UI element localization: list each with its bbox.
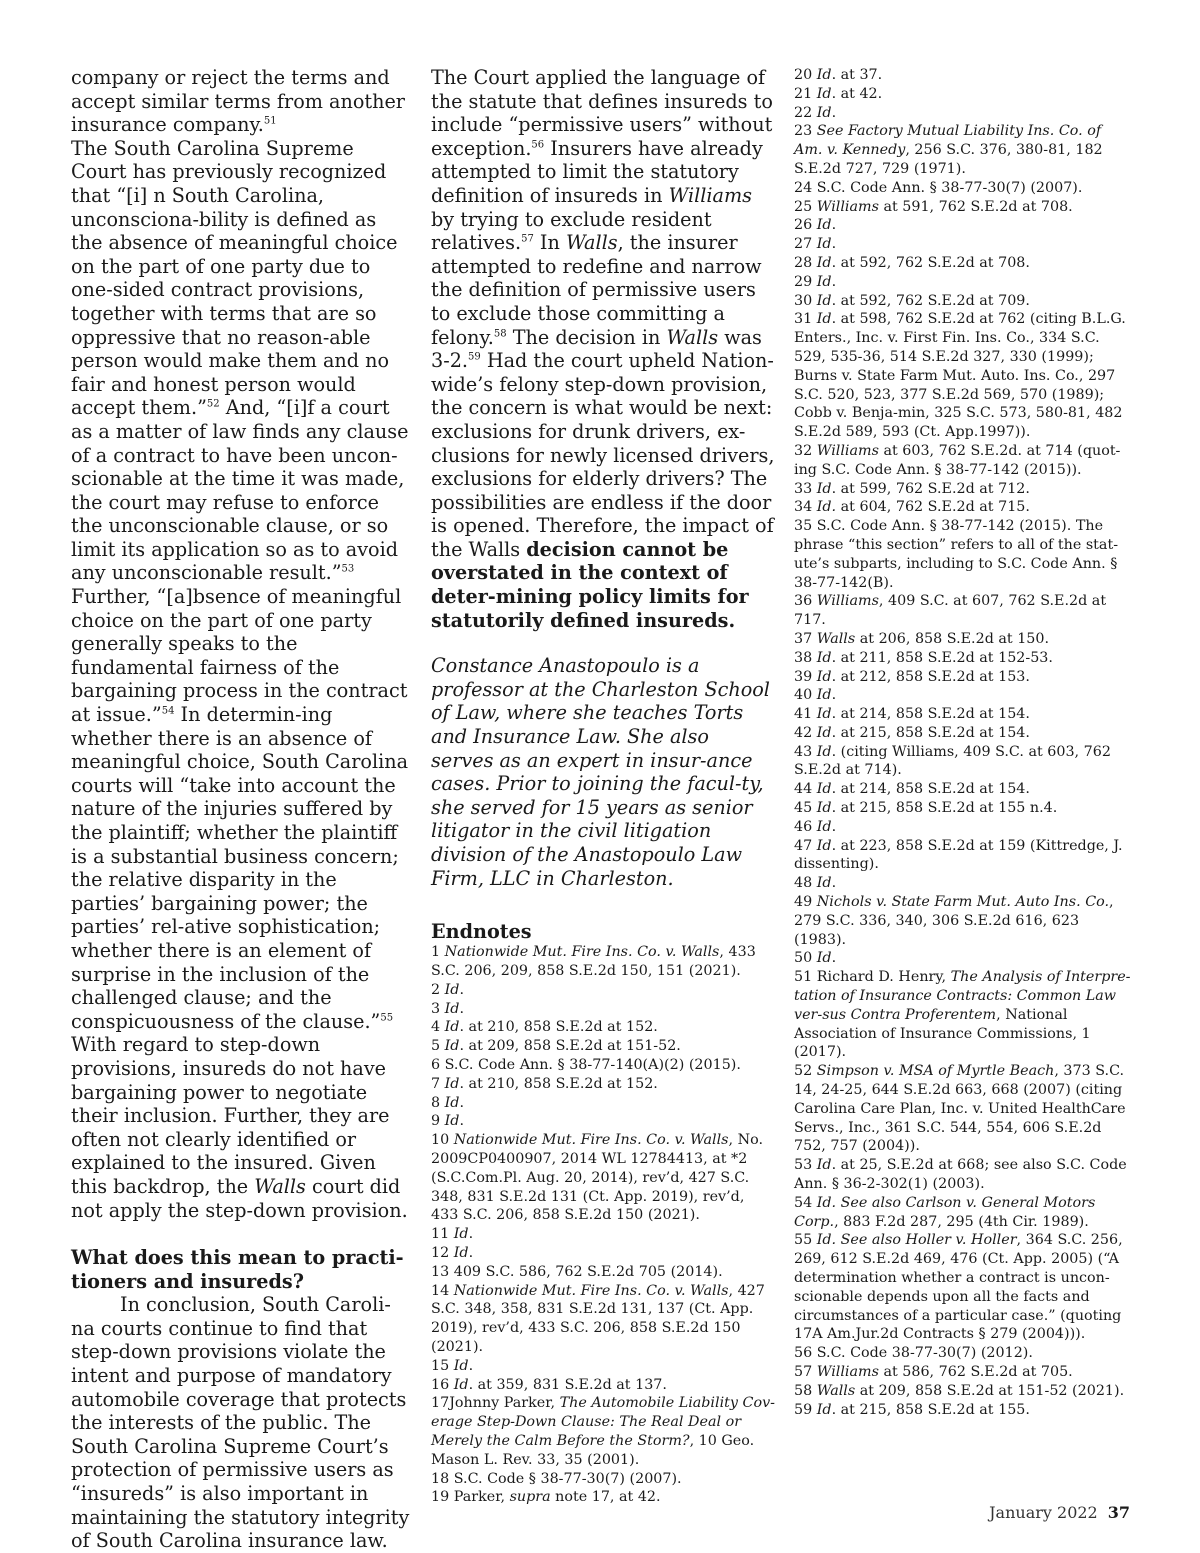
endnote-text: . at 211, 858 S.E.2d at 152-53. [831,649,1053,666]
endnote-text: 58 [794,1382,817,1399]
endnote-text: . [459,1113,465,1130]
endnote-text: . [459,1094,465,1111]
endnote-text: . at 215, 858 S.E.2d at 154. [831,724,1030,741]
endnote-citation: Id [816,273,832,290]
endnote-citation: Id [816,781,832,798]
paragraph [431,66,776,632]
endnote-citation: Walls [816,1382,856,1399]
endnote [794,254,1134,273]
endnote-citation: Id [444,1094,460,1111]
endnote-text: 21 [794,85,817,102]
endnote [794,1156,1134,1194]
endnote-text: 56 S.C. Code 38-77-30(7) (2012). [794,1345,1033,1362]
case-name: Walls [254,1174,306,1198]
endnote [794,310,1134,442]
endnote [794,968,1134,1062]
text: And, “[i]f a court as a matter of law finds any clause of a contract to have been uncon-scionable at the time it was made, the court may refuse to enforce the unconscionable clause, or so limit its application so as to avoid any unconscionable result.” [71,396,409,585]
endnote [794,235,1134,254]
paragraph [71,137,413,1222]
endnote-citation: Id [816,837,832,854]
endnote-text: , 10 Geo. Mason L. Rev. 33, 35 (2001). [431,1432,755,1468]
endnote-text: . at 592, 762 S.E.2d at 708. [831,254,1030,271]
endnote-citation: The Analysis of Interpre-tation of Insurance Contracts: Common Law ver-sus Contra Proferentem [794,969,1131,1023]
endnote-citation: Walls [816,630,856,647]
paragraph [71,66,413,137]
endnote [431,1357,776,1376]
endnote-text: 20 [794,67,817,83]
endnote-text: 16 [431,1376,454,1393]
endnote-citation: Nationwide Mut. Fire Ins. Co. v. Walls [453,1282,729,1299]
endnote-text: . at 37. [831,67,883,83]
endnote-citation: Id [816,687,832,704]
endnote-text: 19 Parker, [431,1489,510,1506]
endnote [431,1037,776,1056]
endnote-text: 3 [431,1000,445,1017]
endnote-text: . [831,950,837,967]
endnote-citation: Williams [816,442,879,459]
endnotes-list [431,943,776,1507]
endnote [431,1018,776,1037]
endnote-text: 47 [794,837,817,854]
endnote [431,1094,776,1113]
endnote-text: . at 214, 858 S.E.2d at 154. [831,706,1030,723]
endnote-citation: Id [816,743,832,760]
endnote-text: , National Association of Insurance Commissions, 1 (2017). [794,1006,1091,1061]
endnote-text: 57 [794,1363,817,1380]
endnote-citation: Id [816,1401,832,1418]
endnote [794,1231,1134,1344]
case-name: Williams [668,183,753,207]
endnote [431,1131,776,1225]
endnote-text: 9 [431,1113,445,1130]
endnote-citation: Id [453,1357,469,1374]
endnote [794,1382,1134,1401]
endnote [794,837,1134,875]
endnote-text: 53 [794,1157,817,1174]
endnote-text: , No. 2009CP0400907, 2014 WL 12784413, at *2 (S.C.Com.Pl. Aug. 20, 2014), rev’d, 427 S.C. 348, 831 S.E.2d 131 (Ct. App. 2019), rev’d, 433 S.C. 206, 858 S.E.2d 150 (2021). [431,1132,763,1224]
text: The South Carolina Supreme Court has previously recognized that “[i] n South Carolina, unconsciona-bility is defined as the absence of meaningful choice on the part of one party due to one-sided contract provisions, together with terms that are so oppressive that no reason-able person would make them and no fair and honest person would accept them.” [71,136,398,420]
footnote-ref: 54 [161,705,175,717]
endnote-citation: Nichols v. State Farm Mut. Auto Ins. Co. [816,894,1110,911]
endnote [794,66,1134,85]
endnote-citation: Id [816,950,832,967]
endnote-text: 24 S.C. Code Ann. § 38-77-30(7) (2007). [794,179,1083,196]
endnote-citation: Williams [816,198,879,215]
endnote-text: 44 [794,781,817,798]
endnote [794,442,1134,480]
endnote [794,1194,1134,1232]
text: court did not apply the step-down provision. [71,1174,408,1222]
endnote [794,1344,1134,1363]
endnote-citation: Id [816,480,832,497]
endnote-text: 34 [794,499,817,516]
endnote-citation: Nationwide Mut. Fire Ins. Co. v. Walls [444,944,720,961]
endnote-text: 2 [431,981,445,998]
endnote [794,649,1134,668]
bold-text: decision cannot be overstated in the context of deter-mining policy limits for statutorily defined insureds. [431,537,749,632]
endnote-citation: Id [816,875,832,892]
endnote-text: , 279 S.C. 336, 340, 306 S.E.2d 616, 623 (1983). [794,894,1114,948]
text: Further, “[a]bsence of meaningful choice on the part of one party generally speaks to the fundamental fairness of the bargaining process in the contract at issue.” [71,585,408,727]
endnote-citation: See Factory Mutual Liability Ins. Co. of Am. v. Kennedy [794,123,1102,159]
endnote-text: 40 [794,687,817,704]
endnote [794,630,1134,649]
endnote [431,1244,776,1263]
endnote-text: , 883 F.2d 287, 295 (4th Cir. 1989). [834,1213,1089,1230]
endnote-text: 41 [794,706,817,723]
endnote-text: 27 [794,236,817,253]
text: Had the court upheld Nation-wide’s felony step-down provision, the concern is what would be next: exclusions for drunk drivers, ex-clusions for newly licensed drivers, exclusions for elderly drivers? The possibilities are endless if the door is opened. Therefore, the impact of the Walls [431,349,775,561]
endnotes-heading: Endnotes [431,920,532,944]
endnote-text: . at 214, 858 S.E.2d at 154. [831,781,1030,798]
endnote-text: . [468,1357,474,1374]
endnote [431,1075,776,1094]
endnote [794,1363,1134,1382]
endnote-text: 51 Richard D. Henry, [794,969,951,986]
page-number: 37 [1107,1503,1130,1522]
endnote-citation: The Automobile Liability Cov-erage Step-Down Clause: The Real Deal or Merely the Calm Before the Storm? [431,1395,775,1449]
endnote-text: , 433 S.C. 206, 209, 858 S.E.2d 150, 151 (2021). [431,944,756,979]
endnote [794,498,1134,517]
endnote [431,1282,776,1357]
footnote-ref: 53 [341,564,355,576]
endnote-citation: Id [816,706,832,723]
endnote [794,668,1134,687]
footnote-ref: 56 [531,139,545,151]
text: was 3-2. [431,325,762,373]
endnote-text: . at 215, 858 S.E.2d at 155. [831,1401,1030,1418]
endnote-text: , 364 S.C. 256, 269, 612 S.E.2d 469, 476 (Ct. App. 2005) (“A determination whether a contract is uncon-scionable depends upon all the facts and circumstances of a particular case.” (quoting 17A Am.Jur.2d Contracts § 279 (2004))). [794,1232,1123,1343]
text: company or reject the terms and accept similar terms from another insurance company. [71,66,405,137]
endnote [794,949,1134,968]
endnote-text: at 586, 762 S.E.2d at 705. [878,1363,1073,1380]
endnote [794,780,1134,799]
endnote-text: 30 [794,292,817,309]
endnote-text: . at 223, 858 S.E.2d at 159 (Kittredge, J. dissenting). [794,837,1123,873]
endnote-text: 48 [794,875,817,892]
endnote [431,1394,776,1469]
endnote-text: 6 S.C. Code Ann. § 38-77-140(A)(2) (2015). [431,1056,741,1073]
endnote-text: . at 359, 831 S.E.2d at 137. [468,1376,667,1393]
endnote [794,122,1134,178]
endnote-text: at 604, 762 S.E.2d at 715. [836,499,1030,516]
endnote-text: . [831,236,837,253]
endnote-text: 18 S.C. Code § 38-77-30(7) (2007). [431,1470,682,1487]
endnote [794,686,1134,705]
endnote-text: , 409 S.C. at 607, 762 S.E.2d at 717. [794,593,1107,629]
endnote [794,705,1134,724]
endnote-text: 28 [794,254,817,271]
endnote [431,981,776,1000]
endnote [794,179,1134,198]
endnote-text: 42 [794,724,817,741]
footnote-ref: 55 [380,1012,394,1024]
endnote [794,216,1134,235]
endnote-text: 33 [794,480,817,497]
endnote [794,104,1134,123]
case-name: Walls [666,325,719,349]
endnote [431,1263,776,1282]
endnote-text: . [831,875,837,892]
text: The decision in [506,325,667,349]
endnote-text: 52 [794,1063,817,1080]
endnote [794,724,1134,743]
article-column-3 [794,66,1134,1419]
page-footer [989,1503,1130,1522]
endnote-citation: Id [816,1157,832,1174]
endnote-citation: Id [444,981,460,998]
endnote-citation: Id [453,1244,469,1261]
endnote [794,818,1134,837]
footnote-ref: 58 [493,328,507,340]
endnote-text: , 427 S.C. 348, 358, 831 S.E.2d 131, 137 (Ct. App. 2019), rev’d, 433 S.C. 206, 858 S.E.2d 150 (2021). [431,1282,765,1355]
endnote-citation: Williams [816,593,879,610]
endnote-citation: Id [444,1038,460,1055]
text: by trying to exclude resident relatives. [431,207,712,255]
endnote-citation: Id [453,1226,469,1243]
endnote-text: 46 [794,818,817,835]
endnote-text: at 591, 762 S.E.2d at 708. [878,198,1073,215]
endnote-text: 12 [431,1244,454,1261]
endnote [794,480,1134,499]
endnote-citation: Nationwide Mut. Fire Ins. Co. v. Walls [453,1132,729,1149]
endnote [794,592,1134,630]
endnote [794,874,1134,893]
endnote [794,743,1134,781]
endnote-text: 23 [794,123,817,140]
text: The Court applied the language of the statute that defines insureds to include “permissive users” without exception. [431,66,773,160]
endnote-citation: Id [816,724,832,741]
case-name: Walls [565,231,618,255]
endnote [431,1056,776,1075]
endnote-text: . at 212, 858 S.E.2d at 153. [831,668,1030,685]
endnote [431,943,776,981]
endnote-text: 5 [431,1038,445,1055]
endnote-text: . [459,1000,465,1017]
endnote-citation: Id [816,217,832,234]
endnote-text: . at 42. [831,85,883,102]
endnote-text: at 209, 858 S.E.2d at 151-52 (2021). [855,1382,1125,1399]
endnote [794,1401,1134,1420]
endnote [794,799,1134,818]
endnote-citation: Id. See also Holler v. Holler [816,1232,1017,1249]
endnote-text: 4 [431,1019,445,1036]
endnote-text: . at 209, 858 S.E.2d at 151-52. [459,1038,681,1055]
endnote-citation: supra [509,1489,551,1506]
endnote-text: 25 [794,198,817,215]
endnote-text: at 603, 762 S.E.2d. at 714 (quot-ing S.C. Code Ann. § 38-77-142 (2015)). [794,442,1121,478]
endnote-text: . [831,687,837,704]
endnote-text: 14 [431,1282,454,1299]
footnote-ref: 52 [206,398,220,410]
endnote-text: note 17, at 42. [550,1489,661,1506]
endnote-text: 38 [794,649,817,666]
endnote-text: 50 [794,950,817,967]
text: Insurers have already attempted to limit the statutory definition of insureds in [431,136,763,207]
endnote-text: . [831,273,837,290]
endnote-text: 17Johnny Parker, [431,1395,560,1412]
endnote-text: 22 [794,104,817,121]
endnote [431,1488,776,1507]
issue-date: January 2022 [989,1503,1098,1522]
article-column-1 [71,66,413,1553]
text: , the insurer attempted to redefine and narrow the definition of permissive users to exclude those committing a felony. [431,231,762,349]
endnote-text: 59 [794,1401,817,1418]
endnote-text: . [459,981,465,998]
endnote-citation: Id [816,254,832,271]
endnote-citation: Id [816,818,832,835]
endnotes-list [794,66,1134,1419]
endnote-text: 36 [794,593,817,610]
text: In determin-ing whether there is an absence of meaningful choice, South Carolina courts will “take into account the nature of the injuries suffered by the plaintiff; whether the plaintiff is a substantial business concern; the relative disparity in the parties’ bargaining power; the parties’ rel-ative sophistication; whether there is an element of surprise in the inclusion of the challenged clause; and the conspicuousness of the clause.” [71,703,409,1033]
endnote-text: 26 [794,217,817,234]
endnote-citation: Id [816,85,832,102]
endnote-text: 32 [794,442,817,459]
endnote-text: 10 [431,1132,454,1149]
endnote-citation: Id [444,1000,460,1017]
endnote-text: . at 210, 858 S.E.2d at 152. [459,1075,658,1092]
endnote [431,1225,776,1244]
endnote-text: 31 [794,311,817,328]
text: With regard to step-down provisions, insureds do not have bargaining power to negotiate their inclusion. Further, they are often not clearly identified or explained to the insured. Given this backdrop, the [71,1033,390,1198]
endnote-text: 37 [794,630,817,647]
footnote-ref: 59 [468,351,481,363]
endnote-text: 43 [794,743,817,760]
endnote [431,1470,776,1489]
endnote-text: at 206, 858 S.E.2d at 150. [855,630,1050,647]
endnote-text: 1 [431,944,445,961]
endnote-text: , 256 S.C. 376, 380-81, 182 S.E.2d 727, 729 (1971). [794,142,1103,177]
endnote-text: 15 [431,1357,454,1374]
endnote-text: . at 215, 858 S.E.2d at 155 n.4. [831,800,1058,817]
endnote-text: 11 [431,1226,454,1243]
footnote-ref: 57 [521,233,534,245]
endnote-citation: Id [816,292,832,309]
endnote [794,85,1134,104]
endnote-citation: Simpson v. MSA of Myrtle Beach [816,1063,1055,1080]
endnote [431,1112,776,1131]
endnote [431,1000,776,1019]
endnote-text: 13 409 S.C. 586, 762 S.E.2d 705 (2014). [431,1263,723,1280]
endnote [794,1062,1134,1156]
endnote-citation: Id [453,1376,469,1393]
endnote [794,273,1134,292]
endnote-text: 49 [794,894,817,911]
endnote-citation: Id [816,311,832,328]
endnote-text: 39 [794,668,817,685]
article-column-2 [431,66,776,1507]
endnote-text: . [831,818,837,835]
endnote-text: 55 [794,1232,817,1249]
endnote-text: . at 25, S.E.2d at 668; see also S.C. Code Ann. § 36-2-302(1) (2003). [794,1157,1127,1193]
endnote-text: . [831,104,837,121]
paragraph: In conclusion, South Caroli-na courts continue to find that step-down provisions violate the intent and purpose of mandatory automobile coverage that protects the interests of the public. The South Carolina Supreme Court’s protection of permissive users as “insureds” is also important in maintaining the statutory integrity of South Carolina insurance law. [71,1293,410,1553]
endnote [794,517,1134,592]
endnote-text: . at 210, 858 S.E.2d at 152. [459,1019,658,1036]
author-bio: Constance Anastopoulo is a professor at the Charleston School of Law, where she teaches Torts and Insurance Law. She also serves as an expert in insur-ance cases. Prior to joining the facul-ty, she served for 15 years as senior litigator in the civil litigation division of the Anastopoulo Law Firm, LLC in Charleston. [431,654,770,890]
endnote-citation: Id. [816,499,837,516]
endnote-citation: Williams [816,1363,879,1380]
endnote-citation: Id [444,1075,460,1092]
endnote-citation: Id [816,67,832,83]
endnote-text: . [831,217,837,234]
endnote-text: . [468,1244,474,1261]
endnote-citation: Id [816,236,832,253]
endnote-citation: Id [816,800,832,817]
endnote-text: . at 592, 762 S.E.2d at 709. [831,292,1030,309]
endnote-text: . at 599, 762 S.E.2d at 712. [831,480,1030,497]
endnote-text: 8 [431,1094,445,1111]
footnote-ref: 51 [263,115,277,127]
endnote-text: 29 [794,273,817,290]
endnote-citation: Id [816,649,832,666]
endnote-text: 45 [794,800,817,817]
endnote [794,292,1134,311]
endnote-text: . (citing Williams, 409 S.C. at 603, 762 S.E.2d at 714). [794,743,1111,779]
section-heading: What does this mean to practi-tioners and insureds? [71,1246,404,1293]
endnote-text: . [468,1226,474,1243]
text: In [533,231,566,255]
endnote-text: 54 [794,1194,817,1211]
endnote-text: . at 598, 762 S.E.2d at 762 (citing B.L.G. Enters., Inc. v. First Fin. Ins. Co., 334 S.C. 529, 535-36, 514 S.E.2d 327, 330 (1999); Burns v. State Farm Mut. Auto. Ins. Co., 297 S.C. 520, 523, 377 S.E.2d 569, 570 (1989); Cobb v. Benja-min, 325 S.C. 573, 580-81, 482 S.E.2d 589, 593 (Ct. App.1997)). [794,311,1126,441]
endnote-citation: Id. See also Carlson v. General Motors Corp. [794,1194,1096,1230]
endnote-text: 7 [431,1075,445,1092]
endnote-citation: Id [444,1113,460,1130]
endnote-text: , 373 S.C. 14, 24-25, 644 S.E.2d 663, 668 (2007) (citing Carolina Care Plan, Inc. v. United HealthCare Servs., Inc., 361 S.C. 544, 554, 606 S.E.2d 752, 757 (2004)). [794,1063,1126,1155]
endnote-citation: Id [444,1019,460,1036]
endnote-citation: Id [816,104,832,121]
endnote [794,893,1134,949]
endnote [794,198,1134,217]
endnote-citation: Id [816,668,832,685]
endnote-text: 35 S.C. Code Ann. § 38-77-142 (2015). The phrase “this section” refers to all of the stat-ute’s subparts, including to S.C. Code Ann. § 38-77-142(B). [794,518,1119,591]
endnote [431,1376,776,1395]
